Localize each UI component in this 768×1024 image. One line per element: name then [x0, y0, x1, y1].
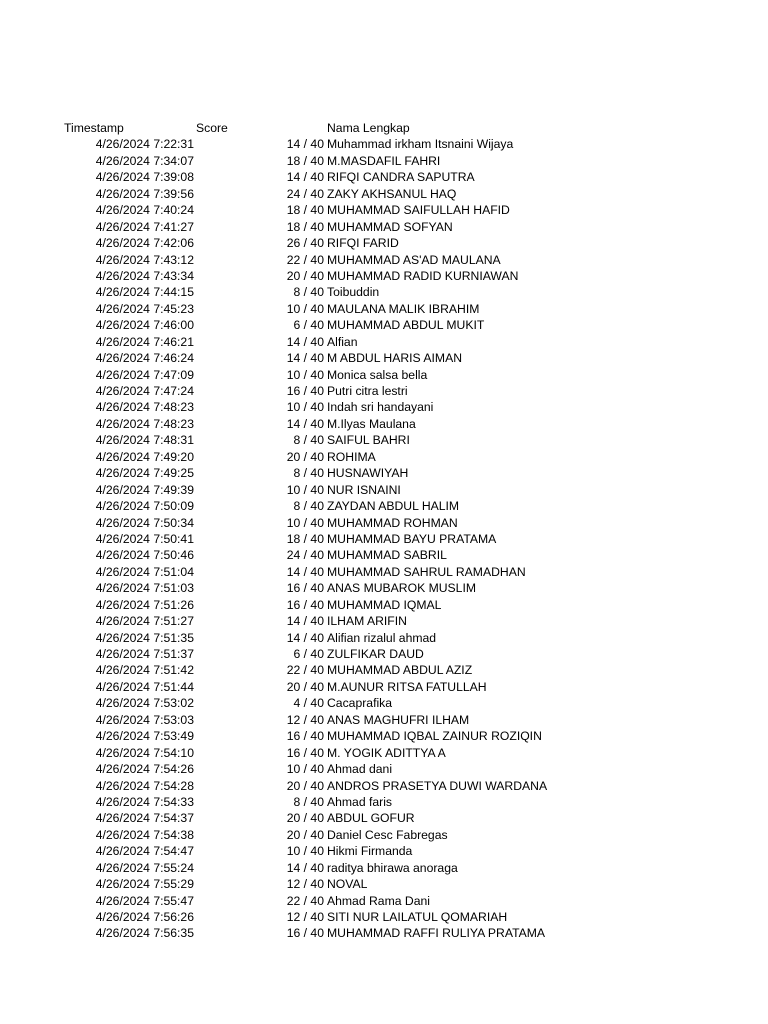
table-row: [0, 580, 768, 596]
name-cell: ANDROS PRASETYA DUWI WARDANA: [327, 778, 548, 793]
table-row: [0, 367, 768, 383]
score-cell: 18 / 40: [286, 219, 324, 234]
score-cell: 20 / 40: [286, 827, 324, 842]
timestamp-cell: 4/26/2024 7:50:46: [95, 548, 194, 563]
score-cell: 6 / 40: [293, 647, 324, 661]
table-row: [0, 630, 768, 646]
score-cell: 12 / 40: [286, 877, 324, 892]
name-cell: raditya bhirawa anoraga: [327, 860, 458, 875]
score-cell: 16 / 40: [286, 745, 324, 760]
name-cell: Muhammad irkham Itsnaini Wijaya: [327, 137, 514, 152]
score-cell: 14 / 40: [286, 630, 324, 645]
name-cell: NOVAL: [327, 877, 368, 892]
timestamp-cell: 4/26/2024 7:55:47: [95, 893, 194, 908]
name-cell: MUHAMMAD SOFYAN: [327, 219, 453, 234]
table-row: [0, 794, 768, 810]
timestamp-cell: 4/26/2024 7:47:24: [95, 384, 194, 398]
score-cell: 14 / 40: [286, 860, 324, 875]
table-row: [0, 810, 768, 826]
score-cell: 22 / 40: [286, 252, 324, 267]
score-cell: 24 / 40: [286, 186, 324, 201]
header-score: Score: [196, 121, 228, 135]
timestamp-cell: 4/26/2024 7:51:35: [95, 630, 194, 645]
table-row: [0, 662, 768, 678]
name-cell: ANAS MAGHUFRI ILHAM: [327, 712, 470, 727]
timestamp-cell: 4/26/2024 7:49:20: [95, 449, 194, 464]
name-cell: M ABDUL HARIS AIMAN: [327, 351, 462, 366]
timestamp-cell: 4/26/2024 7:51:03: [95, 581, 194, 596]
name-cell: M.Ilyas Maulana: [327, 416, 416, 431]
table-row: [0, 778, 768, 794]
timestamp-cell: 4/26/2024 7:51:42: [95, 663, 194, 678]
table-row: [0, 383, 768, 399]
score-cell: 20 / 40: [286, 778, 324, 793]
name-cell: Ahmad Rama Dani: [327, 893, 430, 908]
score-cell: 24 / 40: [286, 548, 324, 563]
table-row: [0, 925, 768, 941]
name-cell: SITI NUR LAILATUL QOMARIAH: [327, 910, 508, 924]
timestamp-cell: 4/26/2024 7:43:12: [95, 252, 194, 267]
timestamp-cell: 4/26/2024 7:51:44: [95, 679, 194, 694]
name-cell: Toibuddin: [327, 285, 380, 300]
table-row: [0, 679, 768, 695]
table-row: [0, 909, 768, 925]
score-cell: 4 / 40: [293, 696, 324, 711]
timestamp-cell: 4/26/2024 7:39:56: [95, 186, 194, 201]
table-row: [0, 449, 768, 465]
name-cell: RIFQI CANDRA SAPUTRA: [327, 170, 475, 185]
name-cell: ZAKY AKHSANUL HAQ: [327, 186, 457, 201]
name-cell: SAIFUL BAHRI: [327, 433, 410, 448]
name-cell: Cacaprafika: [327, 696, 393, 711]
table-row: [0, 515, 768, 531]
timestamp-cell: 4/26/2024 7:56:26: [95, 910, 194, 924]
timestamp-cell: 4/26/2024 7:49:25: [95, 466, 194, 481]
table-row: [0, 202, 768, 218]
score-cell: 14 / 40: [286, 137, 324, 152]
name-cell: M. YOGIK ADITTYA A: [327, 745, 446, 760]
header-timestamp: Timestamp: [64, 121, 124, 135]
table-row: [0, 876, 768, 892]
table-row: [0, 219, 768, 235]
name-cell: Hikmi Firmanda: [327, 844, 413, 859]
table-row: [0, 136, 768, 152]
name-cell: Alfian: [327, 334, 358, 349]
name-cell: Alifian rizalul ahmad: [327, 630, 437, 645]
score-cell: 20 / 40: [286, 449, 324, 464]
timestamp-cell: 4/26/2024 7:47:09: [95, 367, 194, 382]
score-cell: 12 / 40: [286, 712, 324, 727]
table-row: [0, 350, 768, 366]
timestamp-cell: 4/26/2024 7:53:02: [95, 696, 194, 711]
table-row: [0, 235, 768, 251]
timestamp-cell: 4/26/2024 7:55:24: [95, 860, 194, 875]
timestamp-cell: 4/26/2024 7:53:03: [95, 712, 194, 727]
header-name: Nama Lengkap: [327, 121, 410, 135]
score-cell: 10 / 40: [286, 400, 324, 415]
table-row: [0, 416, 768, 432]
score-cell: 10 / 40: [286, 482, 324, 497]
score-cell: 8 / 40: [293, 433, 324, 448]
table-row: [0, 827, 768, 843]
name-cell: M.AUNUR RITSA FATULLAH: [327, 679, 487, 694]
table-row: [0, 186, 768, 202]
timestamp-cell: 4/26/2024 7:53:49: [95, 729, 194, 744]
timestamp-cell: 4/26/2024 7:49:39: [95, 482, 194, 497]
score-cell: 16 / 40: [286, 597, 324, 612]
timestamp-cell: 4/26/2024 7:41:27: [95, 219, 194, 234]
table-row: [0, 646, 768, 662]
table-row: [0, 745, 768, 761]
timestamp-cell: 4/26/2024 7:54:28: [95, 778, 194, 793]
name-cell: MUHAMMAD BAYU PRATAMA: [327, 531, 497, 546]
name-cell: RIFQI FARID: [327, 236, 399, 251]
timestamp-cell: 4/26/2024 7:54:38: [95, 827, 194, 842]
score-cell: 14 / 40: [286, 334, 324, 349]
name-cell: Monica salsa bella: [327, 367, 428, 382]
table-row: [0, 613, 768, 629]
timestamp-cell: 4/26/2024 7:54:37: [95, 811, 194, 826]
score-cell: 8 / 40: [293, 499, 324, 514]
name-cell: Ahmad dani: [327, 762, 393, 777]
timestamp-cell: 4/26/2024 7:54:26: [95, 762, 194, 777]
timestamp-cell: 4/26/2024 7:56:35: [95, 926, 194, 941]
name-cell: ZULFIKAR DAUD: [327, 647, 424, 661]
score-cell: 14 / 40: [286, 416, 324, 431]
score-cell: 8 / 40: [293, 794, 324, 809]
name-cell: Putri citra lestri: [327, 384, 408, 398]
score-cell: 20 / 40: [286, 268, 324, 283]
score-cell: 22 / 40: [286, 663, 324, 678]
name-cell: ROHIMA: [327, 449, 376, 464]
score-cell: 16 / 40: [286, 581, 324, 596]
timestamp-cell: 4/26/2024 7:51:04: [95, 564, 194, 579]
name-cell: MUHAMMAD ABDUL AZIZ: [327, 663, 473, 678]
table-row: [0, 728, 768, 744]
table-row: [0, 695, 768, 711]
score-cell: 12 / 40: [286, 910, 324, 924]
table-row: [0, 482, 768, 498]
table-row: [0, 169, 768, 185]
timestamp-cell: 4/26/2024 7:43:34: [95, 268, 194, 283]
table-row: [0, 597, 768, 613]
table-row: [0, 564, 768, 580]
table-row: [0, 712, 768, 728]
score-cell: 6 / 40: [293, 318, 324, 333]
table-row: [0, 301, 768, 317]
table-row: [0, 284, 768, 300]
timestamp-cell: 4/26/2024 7:22:31: [95, 137, 194, 152]
score-cell: 10 / 40: [286, 301, 324, 316]
score-cell: 26 / 40: [286, 236, 324, 251]
name-cell: MUHAMMAD RAFFI RULIYA PRATAMA: [327, 926, 546, 941]
timestamp-cell: 4/26/2024 7:45:23: [95, 301, 194, 316]
timestamp-cell: 4/26/2024 7:51:26: [95, 597, 194, 612]
score-cell: 18 / 40: [286, 153, 324, 168]
timestamp-cell: 4/26/2024 7:42:06: [95, 236, 194, 251]
name-cell: MUHAMMAD SABRIL: [327, 548, 447, 563]
timestamp-cell: 4/26/2024 7:44:15: [95, 285, 194, 300]
table-row: [0, 334, 768, 350]
table-row: [0, 843, 768, 859]
table-row: [0, 153, 768, 169]
score-cell: 10 / 40: [286, 367, 324, 382]
score-cell: 10 / 40: [286, 762, 324, 777]
name-cell: MUHAMMAD AS'AD MAULANA: [327, 252, 501, 267]
timestamp-cell: 4/26/2024 7:55:29: [95, 877, 194, 892]
score-cell: 20 / 40: [286, 679, 324, 694]
score-cell: 22 / 40: [286, 893, 324, 908]
table-row: [0, 432, 768, 448]
timestamp-cell: 4/26/2024 7:46:00: [95, 318, 194, 333]
timestamp-cell: 4/26/2024 7:39:08: [95, 170, 194, 185]
score-cell: 14 / 40: [286, 614, 324, 629]
table-body: [0, 136, 768, 941]
score-cell: 16 / 40: [286, 926, 324, 941]
header-row: [0, 120, 768, 136]
score-cell: 14 / 40: [286, 170, 324, 185]
name-cell: MUHAMMAD IQMAL: [327, 597, 442, 612]
name-cell: MUHAMMAD ROHMAN: [327, 515, 458, 530]
timestamp-cell: 4/26/2024 7:51:37: [95, 647, 194, 661]
name-cell: MUHAMMAD IQBAL ZAINUR ROZIQIN: [327, 729, 542, 744]
name-cell: ANAS MUBAROK MUSLIM: [327, 581, 476, 596]
name-cell: ABDUL GOFUR: [327, 811, 415, 826]
name-cell: MUHAMMAD SAHRUL RAMADHAN: [327, 564, 526, 579]
table-row: [0, 761, 768, 777]
name-cell: Daniel Cesc Fabregas: [327, 827, 448, 842]
score-cell: 8 / 40: [293, 285, 324, 300]
timestamp-cell: 4/26/2024 7:54:33: [95, 794, 194, 809]
score-cell: 18 / 40: [286, 203, 324, 218]
table-row: [0, 317, 768, 333]
timestamp-cell: 4/26/2024 7:48:23: [95, 416, 194, 431]
timestamp-cell: 4/26/2024 7:40:24: [95, 203, 194, 218]
name-cell: MUHAMMAD RADID KURNIAWAN: [327, 268, 519, 283]
table-row: [0, 531, 768, 547]
name-cell: HUSNAWIYAH: [327, 466, 409, 481]
score-cell: 20 / 40: [286, 811, 324, 826]
score-cell: 8 / 40: [293, 466, 324, 481]
name-cell: MAULANA MALIK IBRAHIM: [327, 301, 480, 316]
table-row: [0, 893, 768, 909]
table-row: [0, 399, 768, 415]
score-cell: 14 / 40: [286, 351, 324, 366]
timestamp-cell: 4/26/2024 7:46:24: [95, 351, 194, 366]
score-cell: 10 / 40: [286, 844, 324, 859]
score-cell: 14 / 40: [286, 564, 324, 579]
table-row: [0, 860, 768, 876]
table-row: [0, 252, 768, 268]
name-cell: ILHAM ARIFIN: [327, 614, 407, 629]
timestamp-cell: 4/26/2024 7:50:09: [95, 499, 194, 514]
table-row: [0, 547, 768, 563]
name-cell: ZAYDAN ABDUL HALIM: [327, 499, 460, 514]
score-cell: 16 / 40: [286, 729, 324, 744]
score-cell: 18 / 40: [286, 531, 324, 546]
name-cell: M.MASDAFIL FAHRI: [327, 153, 441, 168]
name-cell: NUR ISNAINI: [327, 482, 401, 497]
spreadsheet-table: [0, 120, 768, 942]
timestamp-cell: 4/26/2024 7:46:21: [95, 334, 194, 349]
timestamp-cell: 4/26/2024 7:51:27: [95, 614, 194, 629]
timestamp-cell: 4/26/2024 7:50:41: [95, 531, 194, 546]
name-cell: MUHAMMAD SAIFULLAH HAFID: [327, 203, 510, 218]
name-cell: Indah sri handayani: [327, 400, 434, 415]
table-row: [0, 498, 768, 514]
timestamp-cell: 4/26/2024 7:34:07: [95, 153, 194, 168]
timestamp-cell: 4/26/2024 7:48:31: [95, 433, 194, 448]
score-cell: 16 / 40: [286, 384, 324, 398]
timestamp-cell: 4/26/2024 7:54:10: [95, 745, 194, 760]
table-row: [0, 465, 768, 481]
table-row: [0, 268, 768, 284]
name-cell: Ahmad faris: [327, 794, 393, 809]
timestamp-cell: 4/26/2024 7:54:47: [95, 844, 194, 859]
score-cell: 10 / 40: [286, 515, 324, 530]
name-cell: MUHAMMAD ABDUL MUKIT: [327, 318, 485, 333]
timestamp-cell: 4/26/2024 7:48:23: [95, 400, 194, 415]
timestamp-cell: 4/26/2024 7:50:34: [95, 515, 194, 530]
